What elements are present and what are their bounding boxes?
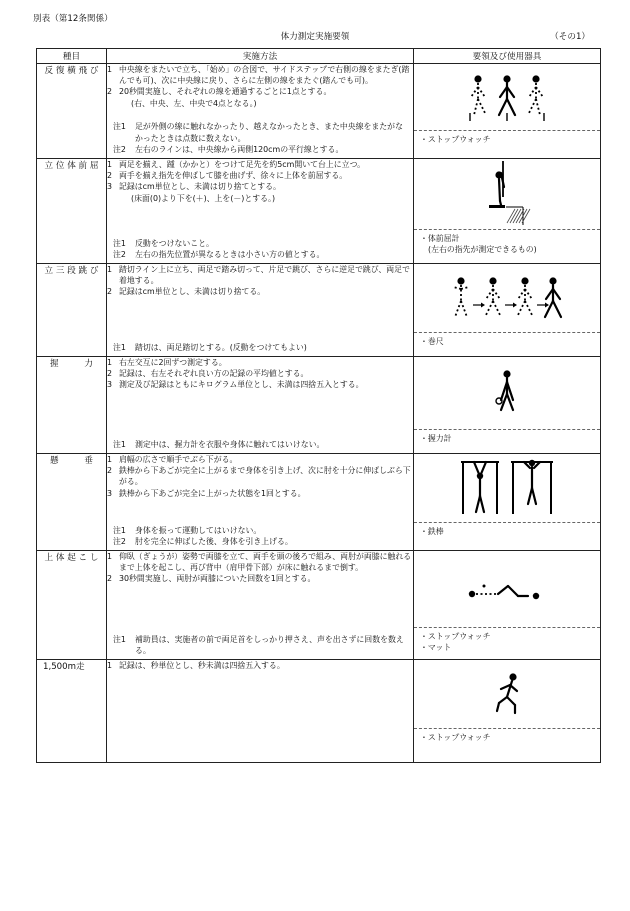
- forward-bend-figure-illustration: [414, 159, 600, 229]
- step-text: 踏切ライン上に立ち、両足で踏み切って、片足で跳び、さらに逆足で跳び、両足で着地する。: [119, 265, 410, 286]
- note-text: 肘を完全に伸ばした後、身体を引き上げる。: [135, 536, 293, 546]
- note-label: 注1: [113, 122, 126, 132]
- equipment-item: (左右の指先が測定できるもの): [428, 245, 537, 254]
- step-number: 2: [107, 287, 113, 297]
- step-text: 両足を揃え、踵（かかと）をつけて足先を約5cm開いて台上に立つ。: [119, 160, 366, 169]
- method-steps: [107, 551, 413, 585]
- note-text: 踏切は、両足踏切とする。(反動をつけてもよい): [135, 342, 307, 352]
- method-cell: [107, 660, 414, 763]
- note-text: 左右の指先位置が異なるときは小さい方の値とする。: [135, 249, 325, 259]
- side-step-figure-icon: [462, 69, 552, 125]
- equipment-item: ・ストップウォッチ: [420, 632, 491, 641]
- method-notes: [113, 634, 409, 656]
- test-name-cell: [37, 159, 107, 264]
- equipment-cell: [414, 454, 601, 551]
- table-row: [37, 264, 601, 357]
- equipment-item: ・ストップウォッチ: [420, 733, 491, 742]
- test-name: 上 体 起 こ し: [44, 553, 99, 563]
- test-name-cell: [37, 264, 107, 357]
- method-cell: [107, 264, 414, 357]
- table-row: [37, 357, 601, 454]
- step-text: 30秒間実施し、両肘が両膝についた回数を1回とする。: [119, 574, 316, 584]
- step-number: 3: [107, 488, 113, 498]
- running-figure-illustration: [414, 660, 600, 728]
- step-number: 2: [107, 87, 113, 97]
- note-label: 注2: [113, 144, 126, 154]
- equipment-cell: [414, 357, 601, 454]
- step-number: 1: [107, 65, 113, 74]
- table-row: [37, 660, 601, 763]
- running-figure-icon: [487, 671, 527, 717]
- note-label: 注2: [113, 536, 126, 546]
- equipment-cell: [414, 551, 601, 660]
- equipment-item: ・マット: [420, 643, 452, 652]
- pull-up-figure-illustration: [414, 454, 600, 522]
- test-name: 反 復 横 飛 び: [44, 66, 99, 76]
- table-row: [37, 64, 601, 159]
- equipment-item: ・握力計: [420, 434, 452, 443]
- step-number: [119, 98, 131, 109]
- note-label: 注1: [113, 634, 126, 644]
- step-text: 記録は、秒単位とし、秒未満は四捨五入する。: [119, 661, 285, 670]
- step-text: 記録はcm単位とし、未満は切り捨てとする。: [119, 182, 281, 192]
- grip-strength-figure-illustration: [414, 357, 600, 429]
- step-text: 鉄棒から下あごが完全に上がるまで身体を引き上げ、次に肘を十分に伸ばしぶら下がる。: [119, 466, 411, 487]
- table-row: [37, 551, 601, 660]
- equipment-list: [414, 728, 600, 762]
- method-cell: [107, 64, 414, 159]
- note-text: 測定中は、握力計を衣服や身体に触れてはいけない。: [135, 439, 325, 449]
- step-text: 記録はcm単位とし、未満は切り捨てる。: [119, 287, 266, 297]
- step-number: [119, 193, 131, 204]
- equipment-list: [414, 332, 600, 356]
- column-header-method: 実施方法: [107, 49, 414, 64]
- step-text: 鉄棒から下あごが完全に上がった状態を1回とする。: [119, 488, 306, 498]
- step-number: 2: [107, 574, 113, 584]
- document-reference: 別表（第12条関係）: [33, 14, 113, 24]
- equipment-cell: [414, 64, 601, 159]
- table-row: [37, 159, 601, 264]
- method-steps: [107, 660, 413, 671]
- note-label: 注1: [113, 439, 126, 449]
- test-name-cell: [37, 551, 107, 660]
- equipment-list: [414, 429, 600, 453]
- note-text: 身体を振って運動してはいけない。: [135, 525, 262, 535]
- method-notes: [113, 121, 409, 155]
- method-notes: [113, 525, 409, 547]
- test-name: 1,500m走: [43, 662, 85, 672]
- triple-jump-figure-illustration: [414, 264, 600, 332]
- step-text: 仰臥（ぎょうが）姿勢で両膝を立て、両手を頭の後ろで組み、両肘が両膝に触れるまで上体を起こし、再び背中（肩甲骨下部）が床に触れるまで倒す。: [119, 552, 412, 573]
- test-name-cell: [37, 64, 107, 159]
- fitness-test-table: [36, 48, 601, 763]
- method-steps: [107, 454, 413, 499]
- test-name: 立 位 体 前 屈: [44, 161, 99, 171]
- step-text: 肩幅の広さで順手でぶら下がる。: [119, 455, 238, 464]
- method-notes: [113, 342, 409, 353]
- test-name-cell: [37, 660, 107, 763]
- equipment-list: [414, 130, 600, 158]
- equipment-item: ・ストップウォッチ: [420, 135, 491, 144]
- note-label: 注1: [113, 525, 126, 535]
- step-text: 20秒間実施し、それぞれの線を通過するごとに1点とする。: [119, 87, 332, 97]
- test-name: 懸 垂: [50, 456, 93, 466]
- step-number: 2: [107, 369, 113, 379]
- side-step-figure-illustration: [414, 64, 600, 130]
- step-text: 右左交互に2回ずつ測定する。: [119, 358, 227, 367]
- method-cell: [107, 551, 414, 660]
- equipment-list: [414, 229, 600, 263]
- note-label: 注1: [113, 238, 126, 248]
- equipment-cell: [414, 264, 601, 357]
- pull-up-figure-icon: [457, 458, 557, 518]
- method-steps: [107, 64, 413, 109]
- table-row: [37, 454, 601, 551]
- equipment-list: [414, 522, 600, 550]
- triple-jump-figure-icon: [447, 275, 567, 321]
- page-label: （その1）: [550, 32, 590, 42]
- step-number: 1: [107, 455, 113, 464]
- forward-bend-figure-icon: [477, 161, 537, 227]
- method-steps: [107, 159, 413, 204]
- step-number: 1: [107, 160, 113, 169]
- method-cell: [107, 454, 414, 551]
- method-notes: [113, 238, 409, 260]
- step-text: 記録は、右左それぞれ良い方の記録の平均値とする。: [119, 369, 309, 379]
- note-label: 注2: [113, 249, 126, 259]
- sit-up-figure-illustration: [414, 551, 600, 627]
- document-title: 体力測定実施要領: [280, 32, 350, 42]
- step-text: 測定及び記録はともにキログラム単位とし、未満は四捨五入とする。: [119, 380, 364, 390]
- note-text: 補助員は、実施者の前で両足首をしっかり押さえ、声を出さずに回数を数える。: [135, 634, 404, 655]
- step-number: 1: [107, 661, 113, 670]
- method-cell: [107, 159, 414, 264]
- step-number: 3: [107, 182, 113, 192]
- step-text: 両手を揃え指先を伸ばして膝を曲げず、徐々に上体を前屈する。: [119, 171, 348, 181]
- step-text: 中央線をまたいで立ち、「始め」の合図で、サイドステップで右側の線をまたぎ(踏んでも可)、次に中央線に戻り、さらに左側の線をまたぐ(踏んでも可)。: [119, 65, 410, 86]
- note-label: 注1: [113, 342, 126, 352]
- test-name: 立 三 段 跳 び: [44, 266, 99, 276]
- step-number: 2: [107, 466, 113, 476]
- table-header-row: [37, 49, 601, 64]
- grip-strength-figure-icon: [487, 368, 527, 418]
- note-text: 足が外側の線に触れなかったり、越えなかったとき、また中央線をまたがなかったときは点数に数えない。: [135, 122, 403, 143]
- step-number: 1: [107, 552, 113, 561]
- equipment-item: ・鉄棒: [420, 527, 444, 536]
- step-number: 3: [107, 380, 113, 390]
- method-notes: [113, 439, 409, 450]
- sit-up-figure-icon: [462, 572, 552, 606]
- test-name-cell: [37, 357, 107, 454]
- equipment-item: ・巻尺: [420, 337, 444, 346]
- equipment-cell: [414, 159, 601, 264]
- step-text: (右、中央、左、中央で4点となる。): [131, 98, 257, 108]
- note-text: 左右のラインは、中央線から両側120cmの平行線とする。: [135, 144, 344, 154]
- test-name: 握 力: [50, 359, 93, 369]
- equipment-list: [414, 627, 600, 659]
- step-number: 1: [107, 265, 113, 274]
- step-number: 2: [107, 171, 113, 181]
- step-text: (床面(0)より下を(＋)、上を(－)とする。): [131, 193, 276, 203]
- column-header-equipment: 要領及び使用器具: [414, 49, 601, 64]
- method-steps: [107, 264, 413, 298]
- method-steps: [107, 357, 413, 391]
- equipment-item: ・体前屈計: [420, 234, 460, 243]
- note-text: 反動をつけないこと。: [135, 238, 214, 248]
- column-header-item: 種目: [37, 49, 107, 64]
- test-name-cell: [37, 454, 107, 551]
- step-number: 1: [107, 358, 113, 367]
- equipment-cell: [414, 660, 601, 763]
- method-cell: [107, 357, 414, 454]
